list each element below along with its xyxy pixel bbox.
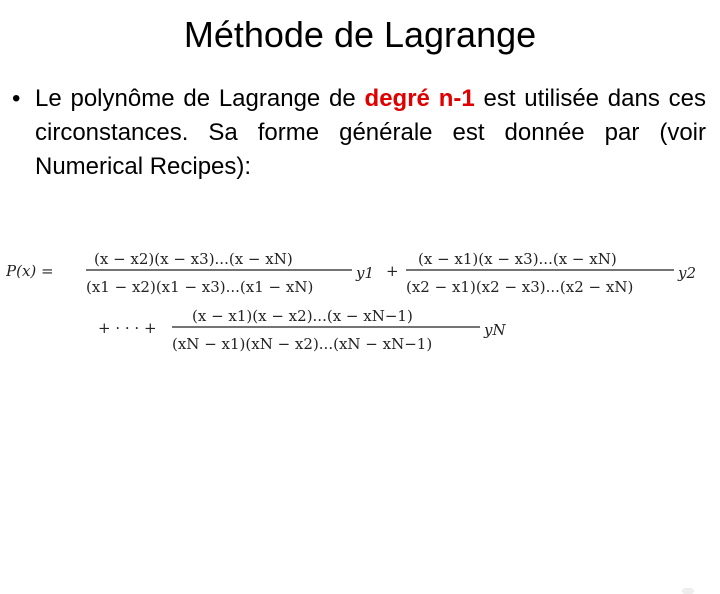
term2-coeff: y2 (678, 264, 697, 282)
bullet-text-start: Le polynôme de Lagrange de (35, 85, 365, 112)
termN-numerator: (x − x1)(x − x2)...(x − xN−1) (192, 307, 413, 325)
image-artifact (682, 588, 694, 594)
bullet-text-end: est utilisée dans ces circonstances. Sa forme générale est donnée par (voir Numerical Recipes): (35, 85, 706, 180)
bullet-item (12, 82, 706, 184)
term1-denominator: (x1 − x2)(x1 − x3)...(x1 − xN) (86, 278, 314, 296)
formula-lhs: P(x) = (6, 262, 54, 280)
bullet-text (35, 82, 706, 184)
term1-numerator: (x − x2)(x − x3)...(x − xN) (94, 250, 293, 268)
slide-title: Méthode de Lagrange (183, 14, 537, 55)
plus-sign: + (386, 262, 399, 280)
continuation-dots: + · · · + (98, 319, 157, 337)
bullet-dot-icon: • (12, 85, 21, 112)
termN-denominator: (xN − x1)(xN − x2)...(xN − xN−1) (172, 335, 433, 353)
lagrange-formula (6, 238, 706, 368)
term2-denominator: (x2 − x1)(x2 − x3)...(x2 − xN) (406, 278, 634, 296)
bullet-highlight: degré n-1 (364, 85, 475, 112)
term1-coeff: y1 (356, 264, 375, 282)
lagrange-formula-svg (6, 238, 706, 368)
term2-numerator: (x − x1)(x − x3)...(x − xN) (418, 250, 617, 268)
termN-coeff: yN (484, 321, 506, 339)
